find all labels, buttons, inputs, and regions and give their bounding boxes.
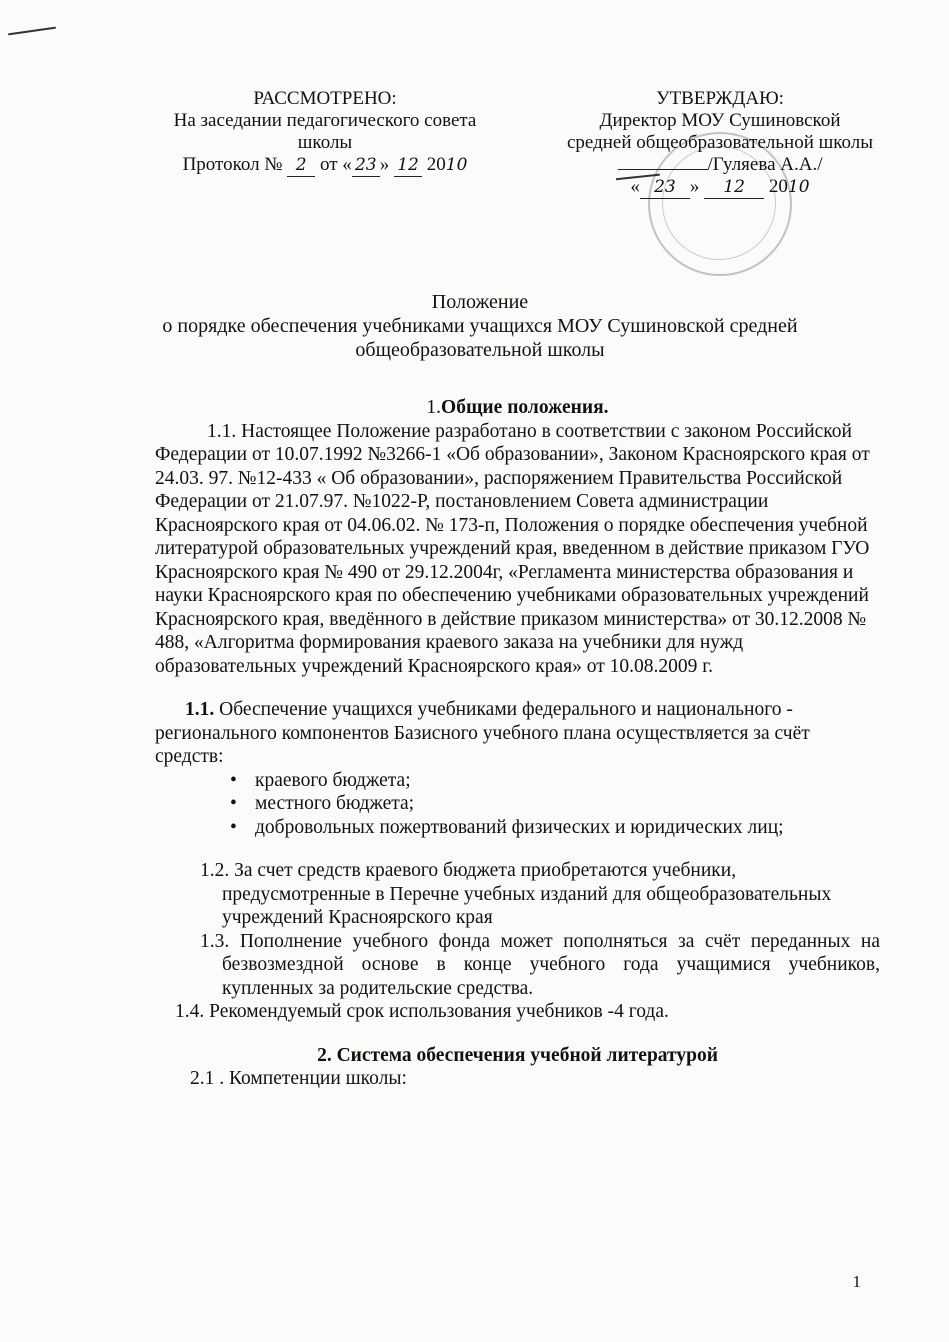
considered-line1: На заседании педагогического совета: [173, 110, 477, 131]
director-name: /Гуляева А.А./: [540, 154, 900, 176]
section1-p4: 1.3. Пополнение учебного фонда может пополняться за счёт переданных на безвозмездной основе в конце учебного года учащимися учебников, купленных за родительские средства.: [200, 930, 880, 999]
protocol-line: Протокол № 2 от « 23 » 12 2010: [182, 154, 468, 175]
list-item: • добровольных пожертвований физических и юридических лиц;: [230, 816, 880, 840]
page-number: 1: [852, 1272, 861, 1291]
pen-mark: [8, 27, 56, 36]
protocol-day: 23: [352, 154, 380, 177]
approve-year: 10: [787, 177, 810, 197]
document-title: Положение о порядке обеспечения учебниками учащихся МОУ Сушиновской средней общеобразовательной школы: [162, 291, 798, 361]
list-item: • местного бюджета;: [230, 792, 880, 816]
approve-line2: средней общеобразовательной школы: [566, 132, 874, 153]
approval-block-approve: [540, 88, 900, 199]
approve-day: 23: [640, 176, 690, 199]
protocol-number: 2: [287, 154, 315, 177]
section1-p5: 1.4. Рекомендуемый срок использования учебников -4 года.: [175, 1001, 669, 1022]
list-item: • краевого бюджета;: [230, 769, 880, 793]
approval-block-considered: [135, 88, 515, 177]
section2-heading: 2. Система обеспечения учебной литературой: [317, 1044, 718, 1066]
protocol-year: 10: [445, 155, 468, 175]
protocol-month: 12: [394, 154, 422, 177]
approve-date: « 23 » 12 2010: [630, 176, 810, 197]
considered-title: РАССМОТРЕНО:: [253, 88, 397, 109]
funding-sources-list: [155, 769, 880, 840]
section2-p1: 2.1 . Компетенции школы:: [190, 1068, 407, 1089]
section1-p2: 1.1. Обеспечение учащихся учебниками федерального и национального - регионального компонентов Базисного учебного плана осуществляется за счёт средств:: [155, 699, 810, 767]
approve-line1: Директор МОУ Сушиновской: [599, 110, 841, 131]
section1-p3: 1.2. За счет средств краевого бюджета приобретаются учебники, предусмотренные в Перечне учебных изданий для общеобразовательных учреждений Красноярского края: [200, 860, 832, 928]
document-body: [155, 396, 880, 1091]
section1-p1: 1.1. Настоящее Положение разработано в соответствии с законом Российской Федерации от 10.07.1992 №3266-1 «Об образовании», Законом Красноярского края от 24.03. 97. №12-433 « Об образовании», распоряжением Правительства Российской Федерации от 21.07.97. №1022-Р, постановлением Совета администрации Красноярского края от 04.06.02. № 173-п, Положения о порядке обеспечения учебной литературой образовательных учреждений края, введенном в действие приказом ГУО Красноярского края № 490 от 29.12.2004г, «Регламента министерства образования и науки Красноярского края по обеспечению учебниками образовательных учреждений Красноярского края, введённого в действие приказом министерства» от 30.12.2008 № 488, «Алгоритма формирования краевого заказа на учебники для нужд образовательных учреждений Красноярского края» от 10.08.2009 г.: [155, 420, 870, 677]
considered-line2: школы: [297, 132, 353, 153]
approve-month: 12: [704, 176, 764, 199]
approve-title: УТВЕРЖДАЮ:: [656, 88, 784, 109]
section1-heading: 1.Общие положения.: [426, 397, 609, 418]
